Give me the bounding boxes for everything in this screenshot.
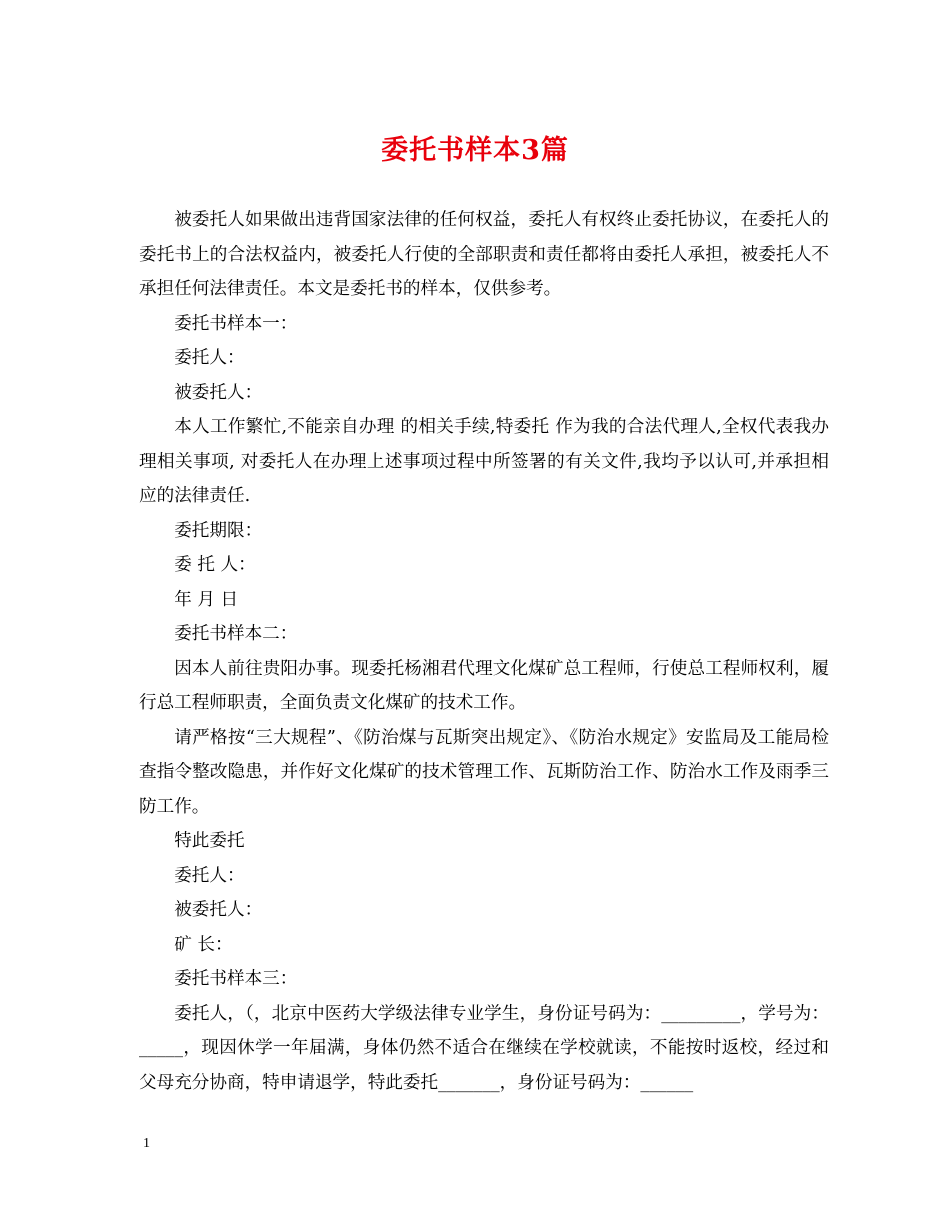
hereby-line: 特此委托 [174, 831, 245, 851]
sample-two-body-2: 请严格按“三大规程”、《防治煤与瓦斯突出规定》、《防治水规定》安监局及工能局检查指令整改隐患，并作好文化煤矿的技术管理工作、瓦斯防治工作、防治水工作及雨季三防工作。 [139, 727, 829, 817]
sample-three-heading: 委托书样本三： [174, 969, 298, 989]
page-number: 1 [143, 1136, 150, 1151]
term-line: 委托期限： [174, 520, 263, 541]
sample-two-heading: 委托书样本二： [174, 624, 298, 644]
sample-one-body: 本人工作繁忙,不能亲自办理 的相关手续,特委托 作为我的合法代理人,全权代表我办理相关事项, 对委托人在办理上述事项过程中所签署的有关文件,我均予以认可,并承担相应的法律责任. [139, 417, 829, 506]
document-body [139, 203, 829, 1100]
document-title: 委托书样本3篇 [381, 135, 569, 166]
sample-two-body-1: 因本人前往贵阳办事。现委托杨湘君代理文化煤矿总工程师，行使总工程师权利，履行总工程师职责，全面负责文化煤矿的技术工作。 [139, 658, 829, 713]
agent-line: 被委托人： [174, 382, 263, 403]
sample-one-heading: 委托书样本一： [174, 313, 298, 334]
principal-signature-line: 委 托 人： [174, 555, 256, 575]
intro-paragraph: 被委托人如果做出违背国家法律的任何权益，委托人有权终止委托协议，在委托人的委托书上的合法权益内，被委托人行使的全部职责和责任都将由委托人承担，被委托人不承担任何法律责任。本文是委托书的样本，仅供参考。 [139, 210, 829, 299]
agent-line-2: 被委托人： [174, 900, 263, 920]
principal-line: 委托人： [174, 348, 245, 368]
principal-line-2: 委托人： [174, 865, 245, 886]
mine-director-line: 矿 长： [174, 934, 233, 955]
sample-three-body: 委托人，（，北京中医药大学级法律专业学生，身份证号码为：_________，学号为：_____，现因休学一年届满，身体仍然不适合在继续在学校就读，不能按时返校，经过和父母充分协商，特申请退学，特此委托_______，身份证号码为：______ [139, 1003, 829, 1093]
date-line: 年 月 日 [174, 589, 239, 610]
